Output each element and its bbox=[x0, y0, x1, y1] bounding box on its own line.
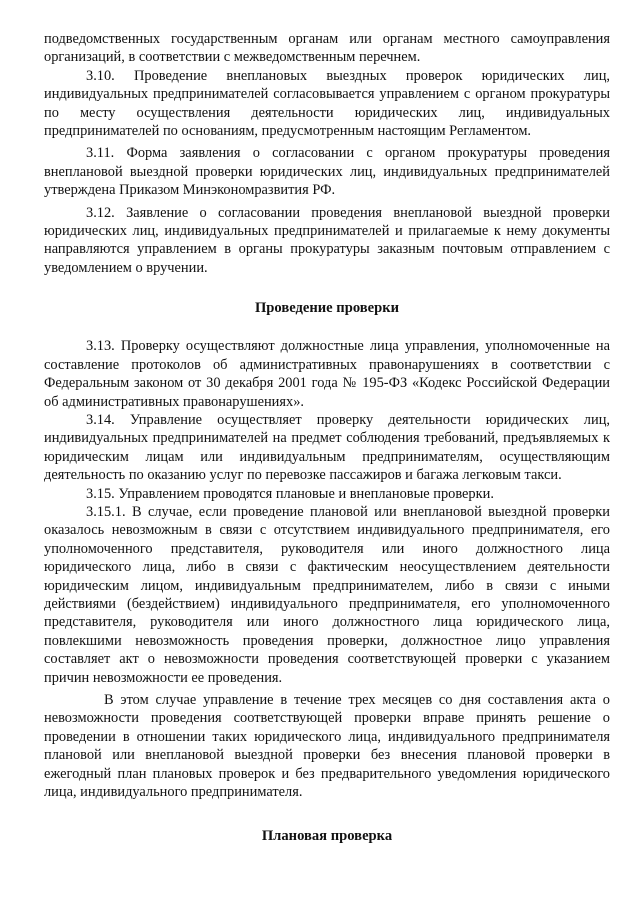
paragraph-3-15: 3.15. Управлением проводятся плановые и внеплановые проверки. bbox=[86, 485, 494, 502]
paragraph-3-12: 3.12. Заявление о согласовании проведения внеплановой выездной проверки юридических лиц, индивидуальных предпринимателей и прилагаемые к нему документы направляются управлением в органы прокуратуры заказным почтовым отправлением с уведомлением о вручении. bbox=[44, 204, 610, 276]
paragraph-3-15-1: 3.15.1. В случае, если проведение плановой или внеплановой выездной проверки оказалось невозможным в связи с отсутствием индивидуального предпринимателя, его уполномоченного представителя, руководителя или иного должностного лица юридического лица, либо в связи с фактическим неосуществлением деятельности юридическим лицом, индивидуальным предпринимателем, либо в связи с иными действиями (бездействием) индивидуального предпринимателя, его уполномоченного представителя, руководителя или иного должностного лица юридического лица, повлекшими невозможность проведения проверки, должностное лицо управления составляет акт о невозможности проведения соответствующей проверки с указанием причин невозможности ее проведения. bbox=[44, 503, 610, 686]
section-heading-planned-inspection: Плановая проверка bbox=[261, 828, 393, 845]
paragraph-in-this-case: В этом случае управление в течение трех месяцев со дня составления акта о невозможности проведения соответствующей проверки вправе принять решение о проведении в отношении таких юридического лица, индивидуального предпринимателя плановой или внеплановой выездной проверки без внесения плановой проверки в ежегодный план плановых проверок и без предварительного уведомления юридического лица, индивидуального предпринимателя. bbox=[44, 692, 610, 801]
paragraph-3-10: 3.10. Проведение внеплановых выездных проверок юридических лиц, индивидуальных предпринимателей согласовывается управлением с органом прокуратуры по месту осуществления деятельности юридических лиц, индивидуальных предпринимателей по основаниям, предусмотренным настоящим Регламентом. bbox=[44, 67, 610, 140]
paragraph-continuation: подведомственных государственным органам или органам местного самоуправления организаций, в соответствии с межведомственным перечнем. bbox=[44, 31, 610, 66]
paragraph-3-14: 3.14. Управление осуществляет проверку деятельности юридических лиц, индивидуальных предпринимателей на предмет соблюдения требований, предъявляемых к юридическим лицам или индивидуальным предпринимателям, осуществляющим деятельность по оказанию услуг по перевозке пассажиров и багажа легковым такси. bbox=[44, 411, 610, 484]
paragraph-3-13: 3.13. Проверку осуществляют должностные лица управления, уполномоченные на составление протоколов об административных правонарушениях в соответствии с Федеральным законом от 30 декабря 2001 года № 195-ФЗ «Кодекс Российской Федерации об административных правонарушениях». bbox=[44, 338, 610, 410]
paragraph-3-11: 3.11. Форма заявления о согласовании с органом прокуратуры проведения внеплановой выездной проверки юридических лиц, индивидуальных предпринимателей утверждена Приказом Минэкономразвития РФ. bbox=[44, 145, 610, 199]
section-heading-conducting-inspection: Проведение проверки bbox=[254, 300, 400, 317]
